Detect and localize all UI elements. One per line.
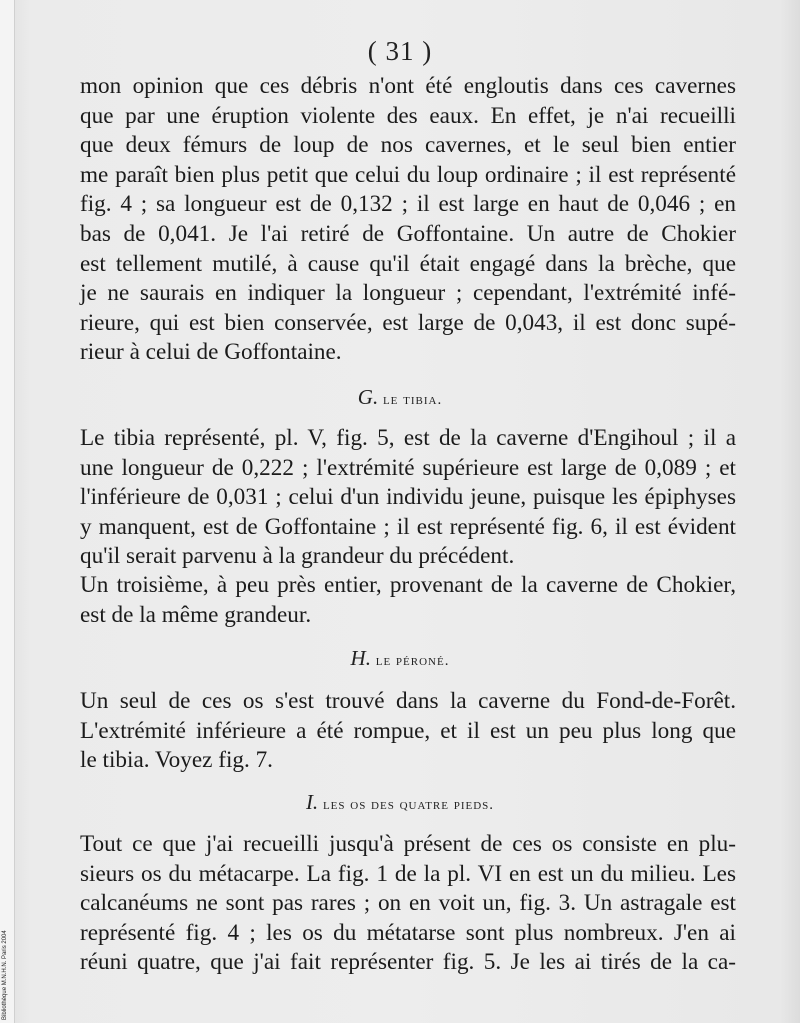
text-line: le tibia. Voyez fig. 7. bbox=[80, 747, 273, 774]
paragraph-tibia bbox=[80, 424, 736, 572]
text-line: y manquent, est de Goffontaine ; il est représenté fig. 6, il est évident bbox=[80, 513, 736, 540]
text-line: que deux fémurs de loup de nos cavernes, et le seul bien entier bbox=[80, 132, 736, 159]
section-letter: G. bbox=[357, 385, 379, 409]
section-heading-perone bbox=[0, 646, 800, 671]
text-line: l'inférieure de 0,031 ; celui d'un individu jeune, puisque les épiphyses bbox=[80, 484, 736, 511]
paragraph-feet bbox=[80, 830, 736, 978]
text-line: qu'il serait parvenu à la grandeur du précédent. bbox=[80, 543, 515, 570]
text-line: calcanéums ne sont pas rares ; on en voit un, fig. 3. Un astragale est bbox=[80, 890, 736, 917]
text-line: bas de 0,041. Je l'ai retiré de Goffontaine. Un autre de Chokier bbox=[80, 220, 736, 247]
text-line: est de la même grandeur. bbox=[80, 601, 312, 628]
section-heading-feet bbox=[0, 790, 800, 815]
text-line: fig. 4 ; sa longueur est de 0,132 ; il est large en haut de 0,046 ; en bbox=[80, 191, 736, 218]
text-line: représenté fig. 4 ; les os du métatarse sont plus nombreux. J'en ai bbox=[80, 919, 736, 946]
text-line: L'extrémité inférieure a été rompue, et il est un peu plus long que bbox=[80, 717, 736, 744]
text-line: une longueur de 0,222 ; l'extrémité supérieure est large de 0,089 ; et bbox=[80, 454, 736, 481]
text-line: sieurs os du métacarpe. La fig. 1 de la pl. VI en est un du milieu. Les bbox=[80, 860, 736, 887]
library-stamp-text: Bibliothèque M.N.H.N. Paris 2004 bbox=[2, 930, 8, 1020]
section-title: le péroné. bbox=[375, 653, 450, 669]
text-line: Le tibia représenté, pl. V, fig. 5, est de la caverne d'Engihoul ; il a bbox=[80, 425, 736, 451]
paragraph-perone bbox=[80, 687, 736, 776]
text-line: Tout ce que j'ai recueilli jusqu'à présent de ces os consiste en plu- bbox=[80, 831, 736, 857]
text-line: est tellement mutilé, à cause qu'il était engagé dans la brèche, que bbox=[80, 250, 736, 277]
text-line: Un troisième, à peu près entier, provenant de la caverne de Chokier, bbox=[80, 572, 736, 598]
section-letter: I. bbox=[305, 790, 319, 814]
paragraph-tibia-third bbox=[80, 571, 736, 630]
text-line: rieur à celui de Goffontaine. bbox=[80, 339, 342, 366]
page-number: ( 31 ) bbox=[367, 36, 433, 66]
text-line: mon opinion que ces débris n'ont été engloutis dans ces cavernes bbox=[80, 73, 736, 99]
library-stamp bbox=[2, 920, 12, 1020]
section-letter: H. bbox=[350, 646, 371, 670]
text-line: réuni quatre, que j'ai fait représenter fig. 5. Je les ai tirés de la ca- bbox=[80, 949, 736, 976]
text-line: que par une éruption violente des eaux. En effet, je n'ai recueilli bbox=[80, 102, 736, 129]
page-binding-edge bbox=[0, 0, 15, 1023]
text-line: je ne saurais en indiquer la longueur ; cependant, l'extrémité infé- bbox=[80, 280, 736, 307]
section-heading-tibia bbox=[0, 385, 800, 410]
section-title: les os des quatre pieds. bbox=[322, 797, 495, 813]
text-line: Un seul de ces os s'est trouvé dans la caverne du Fond-de-Forêt. bbox=[80, 688, 736, 714]
section-title: le tibia. bbox=[382, 392, 443, 408]
text-line: rieure, qui est bien conservée, est large de 0,043, il est donc supé- bbox=[80, 309, 736, 336]
paragraph-femur bbox=[80, 72, 736, 368]
text-line: me paraît bien plus petit que celui du loup ordinaire ; il est représenté bbox=[80, 161, 736, 188]
